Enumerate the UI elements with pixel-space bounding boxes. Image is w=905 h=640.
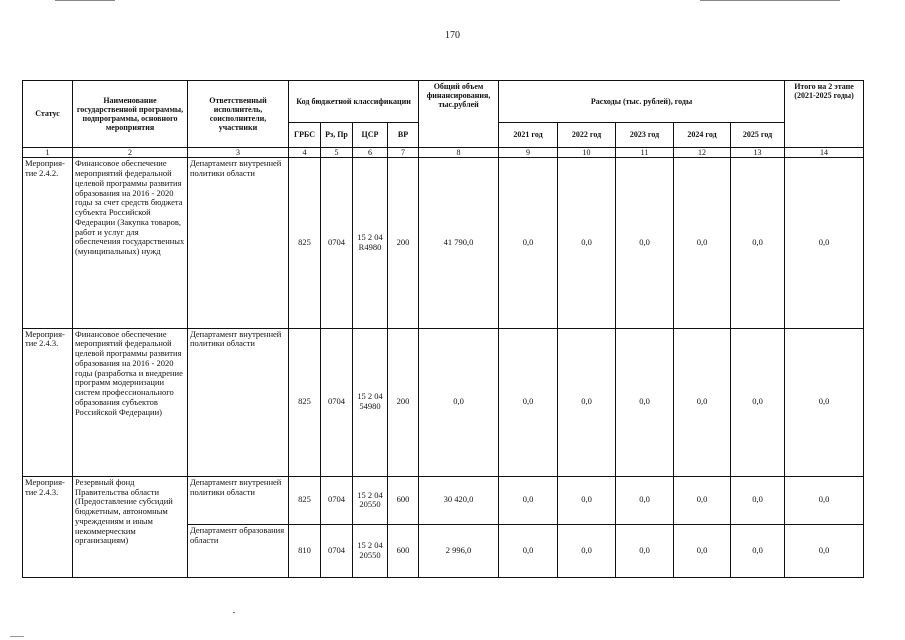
year-2024-cell: 0,0 bbox=[674, 524, 731, 577]
year-2025-cell: 0,0 bbox=[731, 328, 785, 476]
header-year-2021: 2021 год bbox=[499, 123, 558, 148]
header-status: Статус bbox=[23, 81, 73, 148]
name-cell: Резервный фонд Правительства области (Предоставление субсидий бюджетным, автономным учреждениям и иным некоммерческим организациям) bbox=[73, 476, 188, 577]
executor-cell: Департамент внутренней политики области bbox=[188, 158, 289, 328]
year-2021-cell: 0,0 bbox=[499, 476, 558, 524]
column-number: 9 bbox=[499, 148, 558, 158]
column-number: 5 bbox=[321, 148, 353, 158]
year-2021-cell: 0,0 bbox=[499, 158, 558, 328]
column-number: 10 bbox=[558, 148, 616, 158]
year-2022-cell: 0,0 bbox=[558, 524, 616, 577]
total-cell: 0,0 bbox=[419, 328, 499, 476]
header-row bbox=[23, 81, 864, 123]
year-2021-cell: 0,0 bbox=[499, 328, 558, 476]
year-2022-cell: 0,0 bbox=[558, 476, 616, 524]
budget-table bbox=[22, 80, 864, 578]
executor-cell: Департамент внутренней политики области bbox=[188, 476, 289, 524]
status-cell: Мероприя-тие 2.4.3. bbox=[23, 476, 73, 577]
header-year-2022: 2022 год bbox=[558, 123, 616, 148]
year-2023-cell: 0,0 bbox=[616, 158, 674, 328]
grbs-cell: 825 bbox=[289, 158, 321, 328]
grbs-cell: 810 bbox=[289, 524, 321, 577]
table-row bbox=[23, 476, 864, 524]
header-itogo: Итого на 2 этапе (2021-2025 годы) bbox=[785, 81, 864, 148]
header-year-2024: 2024 год bbox=[674, 123, 731, 148]
itogo-cell: 0,0 bbox=[785, 328, 864, 476]
executor-cell: Департамент образования области bbox=[188, 524, 289, 577]
name-cell: Финансовое обеспечение мероприятий федеральной целевой программы развития образования на 2016 - 2020 годы за счет средств бюджета субъекта Российской Федерации (Закупка товаров, работ и услуг для обеспечения государственных (муниципальных) нужд bbox=[73, 158, 188, 328]
header-grbs: ГРБС bbox=[289, 123, 321, 148]
year-2025-cell: 0,0 bbox=[731, 158, 785, 328]
year-2022-cell: 0,0 bbox=[558, 158, 616, 328]
scan-edge-line bbox=[10, 636, 24, 637]
total-cell: 41 790,0 bbox=[419, 158, 499, 328]
year-2025-cell: 0,0 bbox=[731, 476, 785, 524]
year-2024-cell: 0,0 bbox=[674, 328, 731, 476]
table-row bbox=[23, 328, 864, 476]
executor-cell: Департамент внутренней политики области bbox=[188, 328, 289, 476]
itogo-cell: 0,0 bbox=[785, 476, 864, 524]
total-cell: 2 996,0 bbox=[419, 524, 499, 577]
column-number: 6 bbox=[353, 148, 388, 158]
rzpr-cell: 0704 bbox=[321, 328, 353, 476]
header-total-funding: Общий объем финансирования, тыс.рублей bbox=[419, 81, 499, 148]
itogo-cell: 0,0 bbox=[785, 524, 864, 577]
rzpr-cell: 0704 bbox=[321, 524, 353, 577]
year-2022-cell: 0,0 bbox=[558, 328, 616, 476]
column-number: 14 bbox=[785, 148, 864, 158]
column-number: 3 bbox=[188, 148, 289, 158]
page-number: 170 bbox=[445, 30, 460, 41]
header-csr: ЦСР bbox=[353, 123, 388, 148]
status-cell: Мероприя-тие 2.4.3. bbox=[23, 328, 73, 476]
grbs-cell: 825 bbox=[289, 476, 321, 524]
year-2023-cell: 0,0 bbox=[616, 476, 674, 524]
column-number: 7 bbox=[388, 148, 419, 158]
vr-cell: 600 bbox=[388, 476, 419, 524]
header-executor: Ответственный исполнитель, соисполнители, участники bbox=[188, 81, 289, 148]
year-2024-cell: 0,0 bbox=[674, 158, 731, 328]
vr-cell: 200 bbox=[388, 158, 419, 328]
header-rzpr: Рз, Пр bbox=[321, 123, 353, 148]
column-number: 4 bbox=[289, 148, 321, 158]
column-number-row bbox=[23, 148, 864, 158]
column-number: 8 bbox=[419, 148, 499, 158]
csr-cell: 15 2 04 20550 bbox=[353, 524, 388, 577]
csr-cell: 15 2 04 R4980 bbox=[353, 158, 388, 328]
year-2024-cell: 0,0 bbox=[674, 476, 731, 524]
scan-speck bbox=[233, 612, 235, 613]
status-cell: Мероприя-тие 2.4.2. bbox=[23, 158, 73, 328]
csr-cell: 15 2 04 20550 bbox=[353, 476, 388, 524]
scan-edge-line bbox=[700, 0, 840, 1]
header-year-2023: 2023 год bbox=[616, 123, 674, 148]
vr-cell: 600 bbox=[388, 524, 419, 577]
grbs-cell: 825 bbox=[289, 328, 321, 476]
rzpr-cell: 0704 bbox=[321, 476, 353, 524]
header-vr: ВР bbox=[388, 123, 419, 148]
vr-cell: 200 bbox=[388, 328, 419, 476]
column-number: 11 bbox=[616, 148, 674, 158]
year-2023-cell: 0,0 bbox=[616, 328, 674, 476]
table-row bbox=[23, 158, 864, 328]
year-2021-cell: 0,0 bbox=[499, 524, 558, 577]
scan-edge-line bbox=[55, 0, 115, 1]
year-2025-cell: 0,0 bbox=[731, 524, 785, 577]
header-name: Наименование государственной программы, подпрограммы, основного мероприятия bbox=[73, 81, 188, 148]
rzpr-cell: 0704 bbox=[321, 158, 353, 328]
name-cell: Финансовое обеспечение мероприятий федеральной целевой программы развития образования на 2016 - 2020 годы (разработка и внедрение программ модернизации систем профессионального образования субъектов Российской Федерации) bbox=[73, 328, 188, 476]
column-number: 12 bbox=[674, 148, 731, 158]
header-expenses: Расходы (тыс. рублей), годы bbox=[499, 81, 785, 123]
year-2023-cell: 0,0 bbox=[616, 524, 674, 577]
csr-cell: 15 2 04 54980 bbox=[353, 328, 388, 476]
total-cell: 30 420,0 bbox=[419, 476, 499, 524]
itogo-cell: 0,0 bbox=[785, 158, 864, 328]
column-number: 1 bbox=[23, 148, 73, 158]
header-year-2025: 2025 год bbox=[731, 123, 785, 148]
header-budget-code: Код бюджетной классификации bbox=[289, 81, 419, 123]
column-number: 2 bbox=[73, 148, 188, 158]
column-number: 13 bbox=[731, 148, 785, 158]
